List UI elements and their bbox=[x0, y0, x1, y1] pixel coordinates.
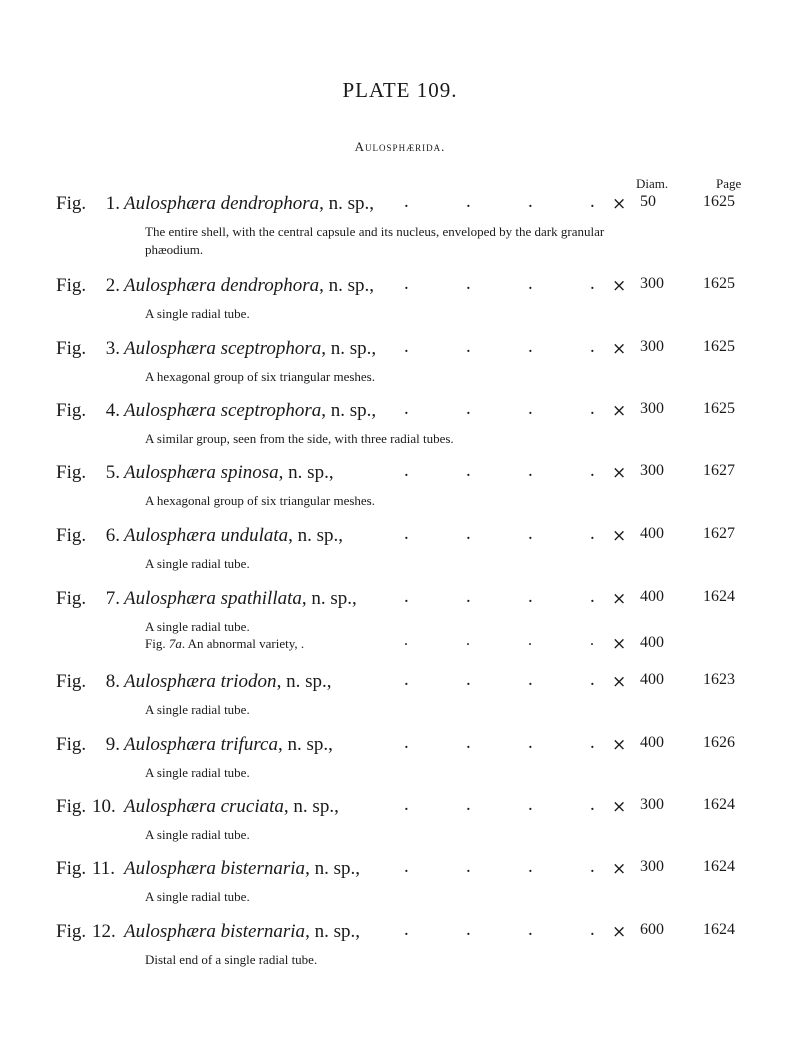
species-name bbox=[124, 525, 343, 547]
figure-line bbox=[0, 588, 800, 614]
leader-dot: . bbox=[590, 523, 595, 544]
fig-number: 11. bbox=[92, 858, 116, 879]
leader-dot: . bbox=[466, 273, 471, 294]
fig-label: Fig. bbox=[56, 193, 87, 214]
times-sign: × bbox=[612, 339, 627, 359]
figure-line bbox=[0, 858, 800, 884]
leader-dot: . bbox=[528, 669, 533, 690]
page-number: 1627 bbox=[703, 525, 735, 542]
species-suffix: , n. sp., bbox=[321, 400, 377, 421]
species-italic: Aulosphæra dendrophora bbox=[124, 275, 320, 296]
figure-line bbox=[0, 525, 800, 551]
leader-dot: . bbox=[590, 460, 595, 481]
leader-dot: . bbox=[590, 336, 595, 357]
figure-line bbox=[0, 796, 800, 822]
fig-number: 3. bbox=[105, 338, 120, 359]
figure-entry bbox=[0, 734, 800, 804]
leader-dot: . bbox=[590, 732, 595, 753]
figure-description: A single radial tube. bbox=[145, 306, 250, 321]
figure-description: A single radial tube. bbox=[145, 619, 250, 634]
magnification: 400 bbox=[640, 634, 664, 651]
magnification: 400 bbox=[640, 588, 664, 605]
figure-line bbox=[0, 338, 800, 364]
species-name bbox=[124, 193, 374, 215]
leader-dot: . bbox=[466, 460, 471, 481]
species-name bbox=[124, 462, 334, 484]
page-column-header: Page bbox=[716, 176, 742, 191]
species-name bbox=[124, 734, 333, 756]
leader-dot: . bbox=[466, 336, 471, 357]
fig-number: 6. bbox=[105, 525, 120, 546]
figure-description: A similar group, seen from the side, with three radial tubes. bbox=[145, 431, 454, 446]
fig-label: Fig. bbox=[56, 338, 87, 359]
fig-label: Fig. bbox=[56, 462, 87, 483]
leader-dot: . bbox=[590, 586, 595, 607]
times-sign: × bbox=[612, 526, 627, 546]
leader-dot: . bbox=[466, 632, 470, 649]
figure-description: A single radial tube. bbox=[145, 556, 250, 571]
fig-label: Fig. bbox=[56, 671, 87, 692]
leader-dot: . bbox=[528, 336, 533, 357]
leader-dot: . bbox=[466, 586, 471, 607]
species-italic: Aulosphæra sceptrophora bbox=[124, 338, 322, 359]
leader-dot: . bbox=[404, 336, 409, 357]
figure-line bbox=[0, 462, 800, 488]
page-number: 1625 bbox=[703, 193, 735, 210]
times-sign: × bbox=[612, 589, 627, 609]
species-suffix: , n. sp., bbox=[319, 275, 375, 296]
figure-entry bbox=[0, 671, 800, 741]
species-suffix: , n. sp., bbox=[305, 921, 360, 942]
figure-line bbox=[0, 193, 800, 219]
figure-description: A hexagonal group of six triangular meshes. bbox=[145, 493, 375, 508]
leader-dot: . bbox=[590, 191, 595, 212]
fig-number: 9. bbox=[105, 734, 120, 755]
leader-dot: . bbox=[528, 732, 533, 753]
magnification: 50 bbox=[640, 193, 656, 210]
figure-entry bbox=[0, 921, 800, 991]
species-italic: Aulosphæra undulata bbox=[124, 525, 289, 546]
species-italic: Aulosphæra spinosa bbox=[124, 462, 279, 483]
figure-description: A single radial tube. bbox=[145, 827, 250, 842]
figure-entry bbox=[0, 400, 800, 470]
species-italic: Aulosphæra sceptrophora bbox=[124, 400, 322, 421]
leader-dot: . bbox=[590, 794, 595, 815]
fig-label: Fig. bbox=[56, 796, 87, 817]
diam-column-header: Diam. bbox=[636, 176, 669, 191]
leader-dot: . bbox=[404, 273, 409, 294]
figure-line bbox=[0, 400, 800, 426]
leader-dot: . bbox=[466, 856, 471, 877]
sub-fig-number: 7a bbox=[168, 636, 182, 651]
species-suffix: , n. sp., bbox=[305, 858, 360, 879]
times-sign: × bbox=[612, 276, 627, 296]
page-number: 1627 bbox=[703, 462, 735, 479]
times-sign: × bbox=[612, 634, 627, 654]
figure-description: A single radial tube. bbox=[145, 889, 250, 904]
leader-dot: . bbox=[590, 669, 595, 690]
leader-dot: . bbox=[466, 919, 471, 940]
fig-number: 4. bbox=[105, 400, 120, 421]
species-name bbox=[124, 400, 376, 422]
leader-dot: . bbox=[466, 732, 471, 753]
leader-dot: . bbox=[528, 273, 533, 294]
magnification: 400 bbox=[640, 671, 664, 688]
species-name bbox=[124, 588, 357, 610]
fig-label: Fig. bbox=[56, 525, 87, 546]
fig-number: 8. bbox=[105, 671, 120, 692]
times-sign: × bbox=[612, 859, 627, 879]
fig-label: Fig. bbox=[56, 858, 87, 879]
times-sign: × bbox=[612, 797, 627, 817]
figure-entry bbox=[0, 796, 800, 866]
leader-dot: . bbox=[528, 586, 533, 607]
leader-dot: . bbox=[528, 523, 533, 544]
fig-number: 7. bbox=[105, 588, 120, 609]
leader-dot: . bbox=[466, 794, 471, 815]
sub-fig-prefix: Fig. bbox=[145, 636, 169, 651]
page-number: 1624 bbox=[703, 921, 735, 938]
figure-entry bbox=[0, 588, 800, 658]
figure-entry bbox=[0, 525, 800, 595]
magnification: 300 bbox=[640, 796, 664, 813]
fig-label: Fig. bbox=[56, 734, 87, 755]
species-italic: Aulosphæra spathillata bbox=[124, 588, 302, 609]
species-suffix: , n. sp., bbox=[278, 462, 334, 483]
leader-dot: . bbox=[590, 398, 595, 419]
figure-line bbox=[0, 734, 800, 760]
leader-dot: . bbox=[404, 191, 409, 212]
page-number: 1624 bbox=[703, 588, 735, 605]
sub-figure-label bbox=[145, 636, 304, 652]
leader-dot: . bbox=[528, 919, 533, 940]
figure-line bbox=[0, 275, 800, 301]
leader-dot: . bbox=[404, 523, 409, 544]
leader-dot: . bbox=[404, 460, 409, 481]
leader-dot: . bbox=[404, 398, 409, 419]
leader-dot: . bbox=[404, 732, 409, 753]
species-suffix: , n. sp., bbox=[276, 671, 332, 692]
fig-number: 10. bbox=[92, 796, 116, 817]
leader-dot: . bbox=[528, 856, 533, 877]
leader-dot: . bbox=[466, 191, 471, 212]
times-sign: × bbox=[612, 194, 627, 214]
leader-dot: . bbox=[404, 919, 409, 940]
fig-label: Fig. bbox=[56, 400, 87, 421]
species-name bbox=[124, 275, 374, 297]
leader-dot: . bbox=[404, 586, 409, 607]
figure-description: Distal end of a single radial tube. bbox=[145, 952, 318, 967]
times-sign: × bbox=[612, 463, 627, 483]
leader-dot: . bbox=[590, 273, 595, 294]
magnification: 300 bbox=[640, 275, 664, 292]
fig-number: 2. bbox=[105, 275, 120, 296]
fig-label: Fig. bbox=[56, 275, 87, 296]
leader-dot: . bbox=[590, 632, 594, 649]
figure-line bbox=[0, 921, 800, 947]
leader-dot: . bbox=[528, 398, 533, 419]
species-italic: Aulosphæra bisternaria bbox=[124, 921, 306, 942]
family-heading: Aulosphærida. bbox=[354, 139, 446, 154]
magnification: 300 bbox=[640, 400, 664, 417]
page-number: 1625 bbox=[703, 338, 735, 355]
magnification: 400 bbox=[640, 525, 664, 542]
species-name bbox=[124, 858, 360, 880]
fig-number: 1. bbox=[105, 193, 120, 214]
species-suffix: , n. sp., bbox=[319, 193, 375, 214]
species-suffix: , n. sp., bbox=[321, 338, 377, 359]
figure-description: A single radial tube. bbox=[145, 765, 250, 780]
species-italic: Aulosphæra triodon bbox=[124, 671, 277, 692]
figure-entry bbox=[0, 462, 800, 532]
fig-label: Fig. bbox=[56, 588, 87, 609]
species-italic: Aulosphæra trifurca bbox=[124, 734, 278, 755]
leader-dot: . bbox=[466, 523, 471, 544]
times-sign: × bbox=[612, 922, 627, 942]
species-name bbox=[124, 338, 376, 360]
leader-dot: . bbox=[466, 669, 471, 690]
magnification: 300 bbox=[640, 858, 664, 875]
species-name bbox=[124, 671, 331, 693]
fig-number: 5. bbox=[105, 462, 120, 483]
plate-title: PLATE 109. bbox=[342, 78, 458, 102]
sub-fig-text: . An abnormal variety, . bbox=[181, 636, 305, 651]
leader-dot: . bbox=[528, 794, 533, 815]
magnification: 300 bbox=[640, 338, 664, 355]
leader-dot: . bbox=[528, 632, 532, 649]
magnification: 300 bbox=[640, 462, 664, 479]
species-suffix: , n. sp., bbox=[288, 525, 344, 546]
figure-entry bbox=[0, 193, 800, 263]
species-suffix: , n. sp., bbox=[301, 588, 357, 609]
leader-dot: . bbox=[404, 794, 409, 815]
fig-number: 12. bbox=[92, 921, 116, 942]
figure-description: The entire shell, with the central capsule and its nucleus, enveloped by the dark granular phæodium. bbox=[145, 224, 605, 257]
leader-dot: . bbox=[528, 191, 533, 212]
figure-description: A single radial tube. bbox=[145, 702, 250, 717]
species-name bbox=[124, 796, 339, 818]
fig-label: Fig. bbox=[56, 921, 87, 942]
figure-entry bbox=[0, 858, 800, 928]
page-number: 1624 bbox=[703, 858, 735, 875]
species-italic: Aulosphæra dendrophora bbox=[124, 193, 320, 214]
page-number: 1624 bbox=[703, 796, 735, 813]
species-italic: Aulosphæra cruciata bbox=[124, 796, 284, 817]
species-suffix: , n. sp., bbox=[283, 796, 339, 817]
figure-description: A hexagonal group of six triangular meshes. bbox=[145, 369, 375, 384]
species-italic: Aulosphæra bisternaria bbox=[124, 858, 306, 879]
page-number: 1625 bbox=[703, 400, 735, 417]
leader-dot: . bbox=[528, 460, 533, 481]
leader-dot: . bbox=[466, 398, 471, 419]
times-sign: × bbox=[612, 735, 627, 755]
leader-dot: . bbox=[590, 856, 595, 877]
species-suffix: , n. sp., bbox=[277, 734, 333, 755]
species-name bbox=[124, 921, 360, 943]
sub-figure-line bbox=[145, 632, 800, 658]
times-sign: × bbox=[612, 672, 627, 692]
figure-entry bbox=[0, 275, 800, 345]
page-number: 1625 bbox=[703, 275, 735, 292]
leader-dot: . bbox=[404, 632, 408, 649]
leader-dot: . bbox=[404, 669, 409, 690]
times-sign: × bbox=[612, 401, 627, 421]
leader-dot: . bbox=[404, 856, 409, 877]
magnification: 400 bbox=[640, 734, 664, 751]
figure-line bbox=[0, 671, 800, 697]
page-number: 1626 bbox=[703, 734, 735, 751]
figure-entry bbox=[0, 338, 800, 408]
magnification: 600 bbox=[640, 921, 664, 938]
leader-dot: . bbox=[590, 919, 595, 940]
page-number: 1623 bbox=[703, 671, 735, 688]
